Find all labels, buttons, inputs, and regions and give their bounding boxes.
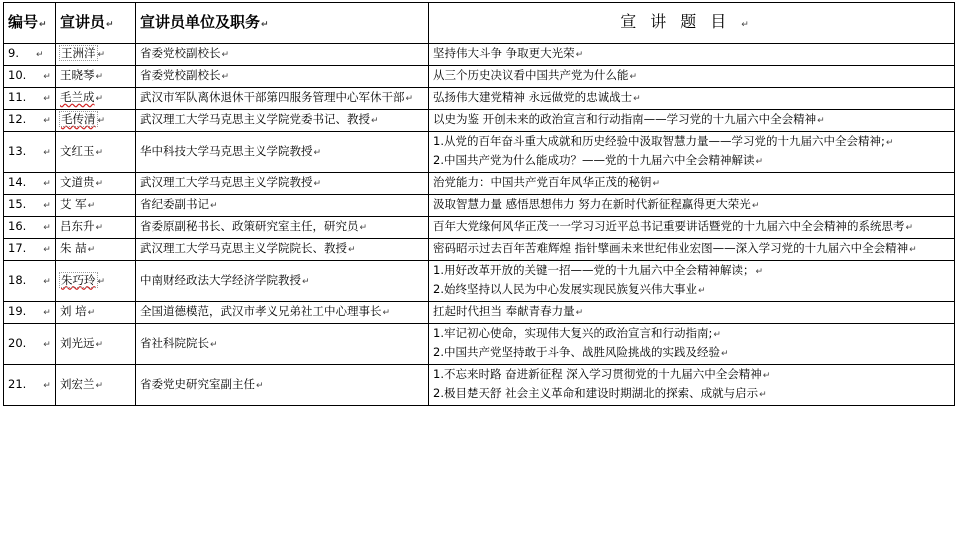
table-row	[4, 66, 955, 88]
speaker-name: 吕东升↵	[56, 217, 136, 239]
topic-line: 1.从党的百年奋斗重大成就和历史经验中汲取智慧力量——学习党的十九届六中全会精神;↵	[433, 134, 894, 148]
topic-line: 汲取智慧力量 感悟思想伟力 努力在新时代新征程赢得更大荣光↵	[433, 197, 760, 211]
topic-line: 密码昭示过去百年苦难辉煌 指针擘画未来世纪伟业宏图——深入学习党的十九届六中全会精神↵	[433, 241, 917, 255]
speech-topic	[429, 302, 955, 324]
table-row	[4, 88, 955, 110]
header-num: 编号↵	[4, 3, 56, 44]
header-name: 宣讲员↵	[56, 3, 136, 44]
speech-topic	[429, 110, 955, 132]
row-number: 11. ↵	[4, 88, 56, 110]
table-row	[4, 44, 955, 66]
topic-line: 1.不忘来时路 奋进新征程 深入学习贯彻党的十九届六中全会精神↵	[433, 367, 771, 381]
speech-topic	[429, 88, 955, 110]
speaker-name: 王晓琴↵	[56, 66, 136, 88]
speech-topic	[429, 173, 955, 195]
speech-topic	[429, 132, 955, 173]
speaker-org: 武汉理工大学马克思主义学院院长、教授↵	[136, 239, 429, 261]
row-number: 17. ↵	[4, 239, 56, 261]
table-row	[4, 302, 955, 324]
speaker-org: 武汉市军队离休退休干部第四服务管理中心军休干部↵	[136, 88, 429, 110]
table-row	[4, 110, 955, 132]
speaker-table	[3, 2, 955, 406]
speaker-org: 省委党校副校长↵	[136, 44, 429, 66]
table-row	[4, 132, 955, 173]
row-number: 21. ↵	[4, 365, 56, 406]
table-row	[4, 173, 955, 195]
speaker-name: 王洲洋 ↵	[56, 44, 136, 66]
speaker-org: 全国道德模范，武汉市孝义兄弟社工中心理事长↵	[136, 302, 429, 324]
speaker-name: 文红玉↵	[56, 132, 136, 173]
table-row	[4, 195, 955, 217]
speech-topic	[429, 44, 955, 66]
topic-line: 弘扬伟大建党精神 永远做党的忠诚战士↵	[433, 90, 641, 104]
speaker-name: 刘光远↵	[56, 324, 136, 365]
topic-line: 坚持伟大斗争 争取更大光荣↵	[433, 46, 584, 60]
row-number: 19. ↵	[4, 302, 56, 324]
speaker-name: 刘宏兰↵	[56, 365, 136, 406]
speech-topic	[429, 239, 955, 261]
speaker-org: 中南财经政法大学经济学院教授↵	[136, 261, 429, 302]
topic-line: 1.牢记初心使命，实现伟大复兴的政治宣言和行动指南;↵	[433, 326, 721, 340]
topic-line: 2.中国共产党坚持敢于斗争、战胜风险挑战的实践及经验↵	[433, 345, 729, 359]
topic-line: 百年大党缘何风华正茂一一学习习近平总书记重要讲话暨党的十九届六中全会精神的系统思考↵	[433, 219, 914, 233]
speech-topic	[429, 217, 955, 239]
speaker-name: 毛兰成↵	[56, 88, 136, 110]
header-row	[4, 3, 955, 44]
header-org: 宣讲员单位及职务↵	[136, 3, 429, 44]
header-topic: 宣讲题目↵	[429, 3, 955, 44]
table-row	[4, 261, 955, 302]
row-number: 18. ↵	[4, 261, 56, 302]
topic-line: 1.用好改革开放的关键一招——党的十九届六中全会精神解读；↵	[433, 263, 764, 277]
speaker-name: 毛传清 ↵	[56, 110, 136, 132]
speaker-name: 艾 军↵	[56, 195, 136, 217]
speaker-name: 文道贵↵	[56, 173, 136, 195]
speaker-org: 武汉理工大学马克思主义学院教授↵	[136, 173, 429, 195]
row-number: 9. ↵	[4, 44, 56, 66]
table-row	[4, 365, 955, 406]
speaker-name: 刘 培↵	[56, 302, 136, 324]
table-row	[4, 239, 955, 261]
table-row	[4, 324, 955, 365]
speech-topic	[429, 195, 955, 217]
row-number: 13. ↵	[4, 132, 56, 173]
row-number: 12. ↵	[4, 110, 56, 132]
topic-line: 治党能力：中国共产党百年风华正茂的秘钥↵	[433, 175, 661, 189]
speaker-org: 省委党史研究室副主任↵	[136, 365, 429, 406]
speaker-org: 省委党校副校长↵	[136, 66, 429, 88]
speech-topic	[429, 324, 955, 365]
row-number: 20. ↵	[4, 324, 56, 365]
speaker-name: 朱 喆↵	[56, 239, 136, 261]
topic-line: 扛起时代担当 奉献青春力量↵	[433, 304, 584, 318]
topic-line: 2.极目楚天舒 社会主义革命和建设时期湖北的探索、成就与启示↵	[433, 386, 767, 400]
table-row	[4, 217, 955, 239]
speaker-org: 华中科技大学马克思主义学院教授↵	[136, 132, 429, 173]
topic-line: 以史为鉴 开创未来的政治宣言和行动指南——学习党的十九届六中全会精神↵	[433, 112, 825, 126]
speech-topic	[429, 261, 955, 302]
topic-line: 2.中国共产党为什么能成功？——党的十九届六中全会精神解读↵	[433, 153, 764, 167]
speaker-name: 朱巧玲 ↵	[56, 261, 136, 302]
row-number: 16. ↵	[4, 217, 56, 239]
speech-topic	[429, 66, 955, 88]
speaker-org: 省委原副秘书长、政策研究室主任，研究员↵	[136, 217, 429, 239]
speaker-org: 省纪委副书记↵	[136, 195, 429, 217]
speaker-org: 武汉理工大学马克思主义学院党委书记、教授↵	[136, 110, 429, 132]
speech-topic	[429, 365, 955, 406]
speaker-org: 省社科院院长↵	[136, 324, 429, 365]
row-number: 10. ↵	[4, 66, 56, 88]
topic-line: 从三个历史决议看中国共产党为什么能↵	[433, 68, 638, 82]
row-number: 15. ↵	[4, 195, 56, 217]
topic-line: 2.始终坚持以人民为中心发展实现民族复兴伟大事业↵	[433, 282, 706, 296]
row-number: 14. ↵	[4, 173, 56, 195]
